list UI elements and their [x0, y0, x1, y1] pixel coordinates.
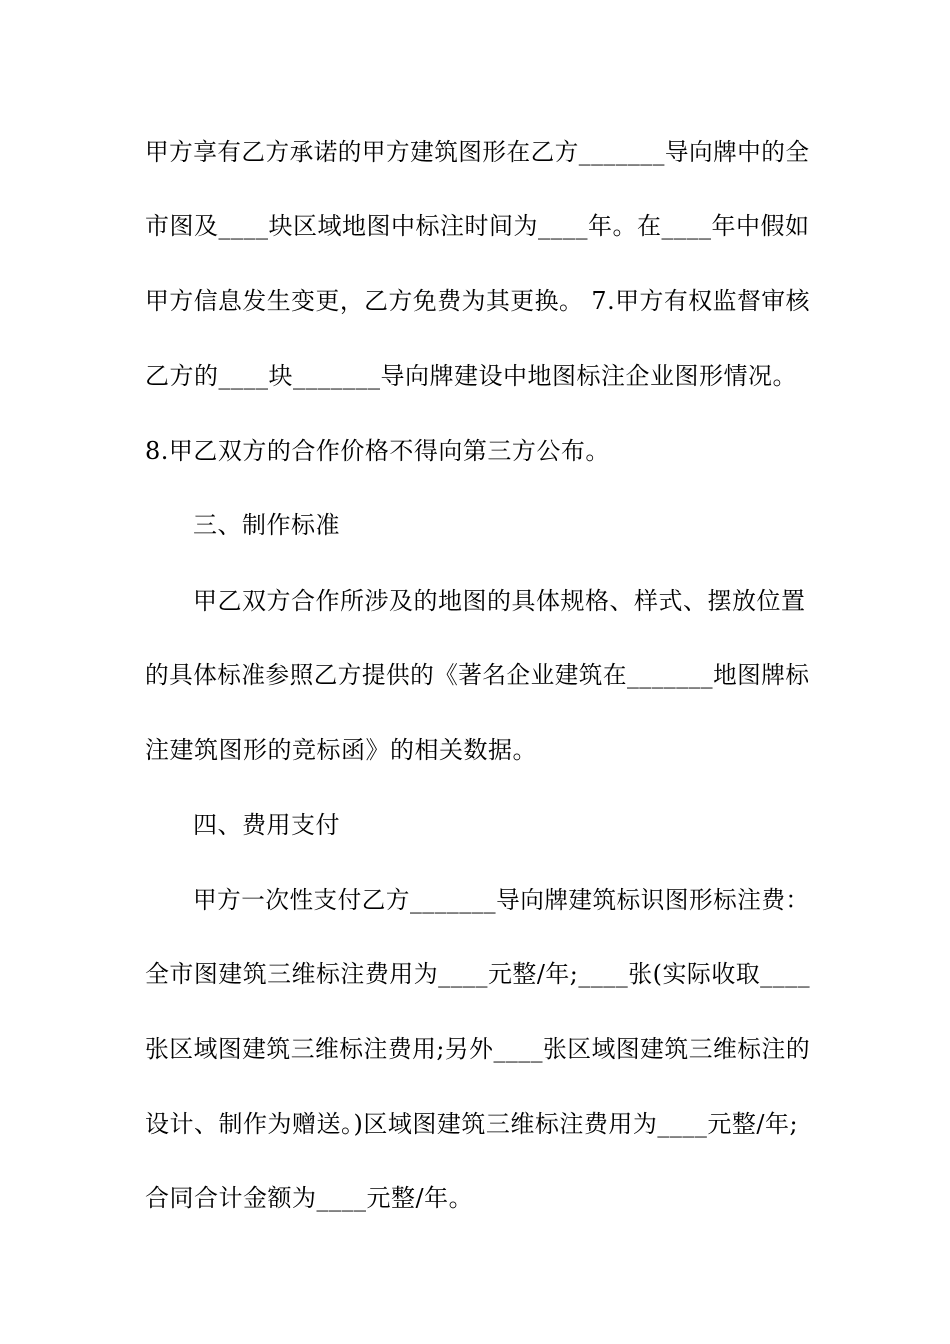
paragraph-line: 注建筑图形的竞标函》的相关数据。	[145, 736, 537, 764]
paragraph-line: 甲方信息发生变更，乙方免费为其更换。 7.甲方有权监督审核	[145, 287, 811, 315]
paragraph-line: 甲方一次性支付乙方_______导向牌建筑标识图形标注费：	[193, 886, 810, 914]
paragraph-line: 甲乙双方合作所涉及的地图的具体规格、样式、摆放位置	[193, 587, 806, 615]
paragraph-line: 的具体标准参照乙方提供的《著名企业建筑在_______地图牌标	[145, 661, 810, 689]
section-heading: 三、制作标准	[193, 511, 340, 539]
section-heading: 四、费用支付	[193, 811, 340, 839]
paragraph-line: 甲方享有乙方承诺的甲方建筑图形在乙方_______导向牌中的全	[145, 138, 810, 166]
paragraph-line: 8.甲乙双方的合作价格不得向第三方公布。	[145, 437, 610, 465]
paragraph-line: 乙方的____块_______导向牌建设中地图标注企业图形情况。	[145, 362, 797, 390]
paragraph-line: 合同合计金额为____元整/年。	[145, 1184, 474, 1212]
paragraph-line: 全市图建筑三维标注费用为____元整/年;____张(实际收取____	[145, 960, 811, 988]
paragraph-line: 市图及____块区域地图中标注时间为____年。在____年中假如	[145, 212, 810, 240]
paragraph-line: 张区域图建筑三维标注费用;另外____张区域图建筑三维标注的	[145, 1035, 811, 1063]
paragraph-line: 设计、制作为赠送。)区域图建筑三维标注费用为____元整/年;	[145, 1110, 799, 1138]
